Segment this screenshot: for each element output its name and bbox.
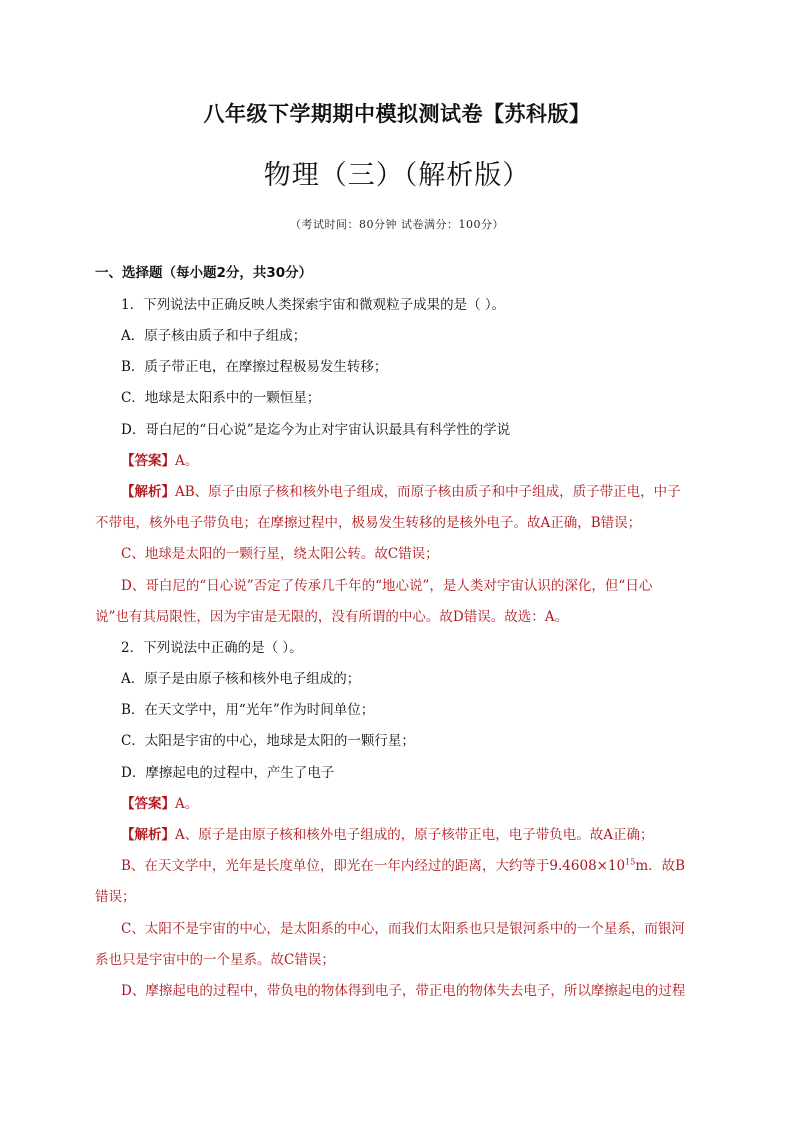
exam-subtitle: 物理（三）（解析版） <box>263 160 531 191</box>
question-1-option-b: B．质子带正电，在摩擦过程极易发生转移； <box>121 359 388 375</box>
question-2-option-c: C．太阳是宇宙的中心，地球是太阳的一颗行星； <box>121 733 415 749</box>
analysis-label: 【解析】 <box>121 484 175 500</box>
question-2-option-b: B．在天文学中，用“光年”作为时间单位； <box>121 702 375 718</box>
question-2-analysis-line: C、太阳不是宇宙的中心，是太阳系的中心，而我们太阳系也只是银河系中的一个星系，而银河 <box>121 921 685 937</box>
answer-label: 【答案】 <box>121 453 175 469</box>
analysis-text: A、原子是由原子核和核外电子组成的，原子核带正电，电子带负电。故A正确； <box>175 827 654 843</box>
analysis-text: AB、原子由原子核和核外电子组成，而原子核由质子和中子组成，质子带正电，中子 <box>175 484 681 500</box>
analysis-text: B、在天文学中，光年是长度单位，即光在一年内经过的距离，大约等于9.4608×10 <box>121 858 626 874</box>
question-2-analysis-line <box>121 825 654 845</box>
section-title: 一、选择题（每小题2分，共30分） <box>95 265 313 281</box>
question-2-option-d: D．摩擦起电的过程中，产生了电子 <box>121 765 335 781</box>
question-2-analysis-line: 系也只是宇宙中的一个星系。故C错误； <box>95 952 335 968</box>
question-1-option-a: A．原子核由质子和中子组成； <box>121 328 307 344</box>
question-1-option-c: C．地球是太阳系中的一颗恒星； <box>121 390 321 406</box>
answer-value: A。 <box>175 453 199 469</box>
question-2-option-a: A．原子是由原子核和核外电子组成的； <box>121 671 361 687</box>
question-1-analysis-line: 说”也有其局限性，因为宇宙是无限的，没有所谓的中心。故D错误。故选：A。 <box>95 609 568 625</box>
exam-info: （考试时间：80分钟 试卷满分：100分） <box>290 218 504 231</box>
exam-title: 八年级下学期期中模拟测试卷【苏科版】 <box>203 102 591 126</box>
question-1-answer <box>121 451 198 471</box>
question-1-stem: 1．下列说法中正确反映人类探索宇宙和微观粒子成果的是（ ）。 <box>121 297 506 313</box>
analysis-text: m．故B <box>635 858 686 874</box>
question-1-analysis-line <box>121 482 681 502</box>
question-2-analysis-line: D、摩擦起电的过程中，带负电的物体得到电子，带正电的物体失去电子，所以摩擦起电的过程 <box>121 983 686 999</box>
question-1-option-d: D．哥白尼的“日心说”是迄今为止对宇宙认识最具有科学性的学说 <box>121 422 511 438</box>
question-1-analysis-line: D、哥白尼的“日心说”否定了传承几千年的“地心说”，是人类对宇宙认识的深化，但“日心 <box>121 578 653 594</box>
answer-label: 【答案】 <box>121 796 175 812</box>
answer-value: A。 <box>175 796 199 812</box>
analysis-label: 【解析】 <box>121 827 175 843</box>
question-2-analysis-line <box>121 856 685 876</box>
question-2-answer <box>121 794 198 814</box>
question-2-analysis-line: 错误； <box>95 889 136 905</box>
question-1-analysis-line: 不带电，核外电子带负电；在摩擦过程中，极易发生转移的是核外电子。故A正确，B错误； <box>95 515 642 531</box>
exponent: 15 <box>625 857 636 867</box>
question-1-analysis-line: C、地球是太阳的一颗行星，绕太阳公转。故C错误； <box>121 546 439 562</box>
question-2-stem: 2．下列说法中正确的是（ ）。 <box>121 640 303 656</box>
